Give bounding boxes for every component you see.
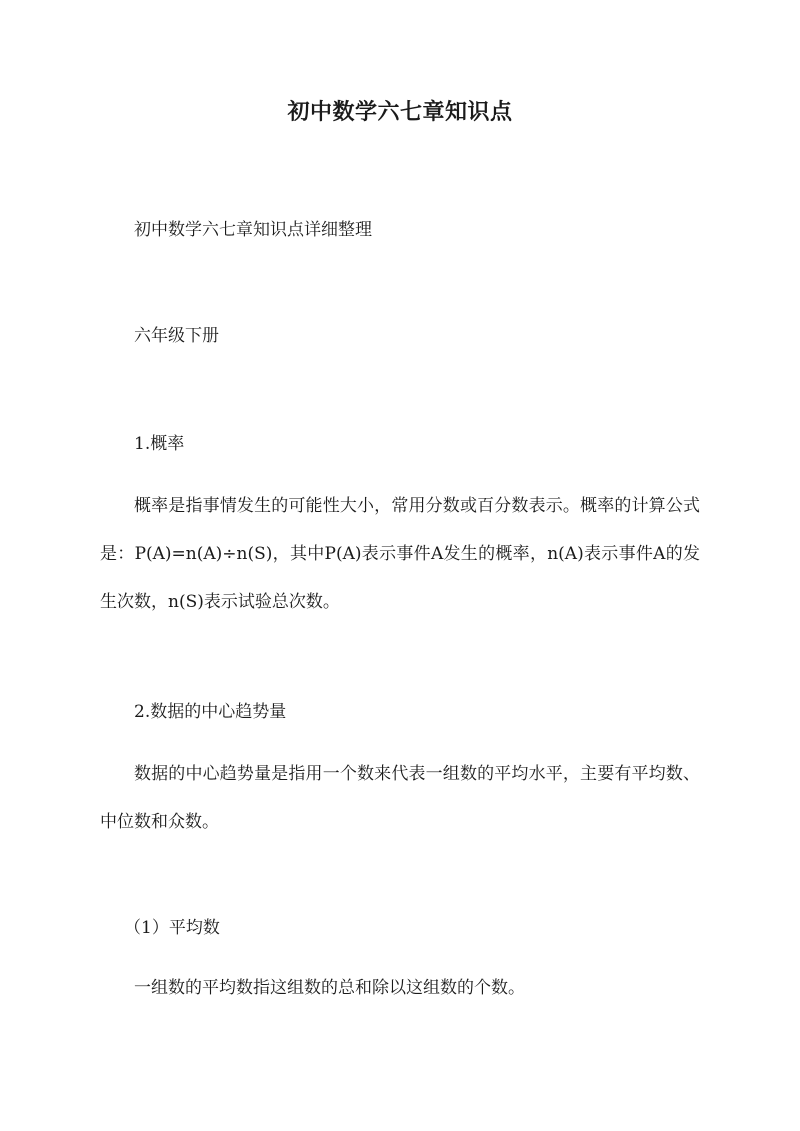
subsection-1-body: 一组数的平均数指这组数的总和除以这组数的个数。 [134,978,525,998]
section-1-body: 概率是指事情发生的可能性大小，常用分数或百分数表示。概率的计算公式是：P(A)=n(A)÷n(S)，其中P(A)表示事件A发生的概率，n(A)表示事件A的发生次数，n(S)表示试验总次数。 [100,496,700,612]
section-2-body: 数据的中心趋势量是指用一个数来代表一组数的平均水平，主要有平均数、中位数和众数。 [100,764,700,832]
document-subtitle: 初中数学六七章知识点详细整理 [134,220,372,240]
section-1-heading: 1.概率 [134,434,185,454]
section-2-heading: 2.数据的中心趋势量 [134,702,287,722]
subsection-1-heading: （1）平均数 [124,918,220,938]
document-title: 初中数学六七章知识点 [287,99,513,125]
grade-heading: 六年级下册 [134,326,219,346]
